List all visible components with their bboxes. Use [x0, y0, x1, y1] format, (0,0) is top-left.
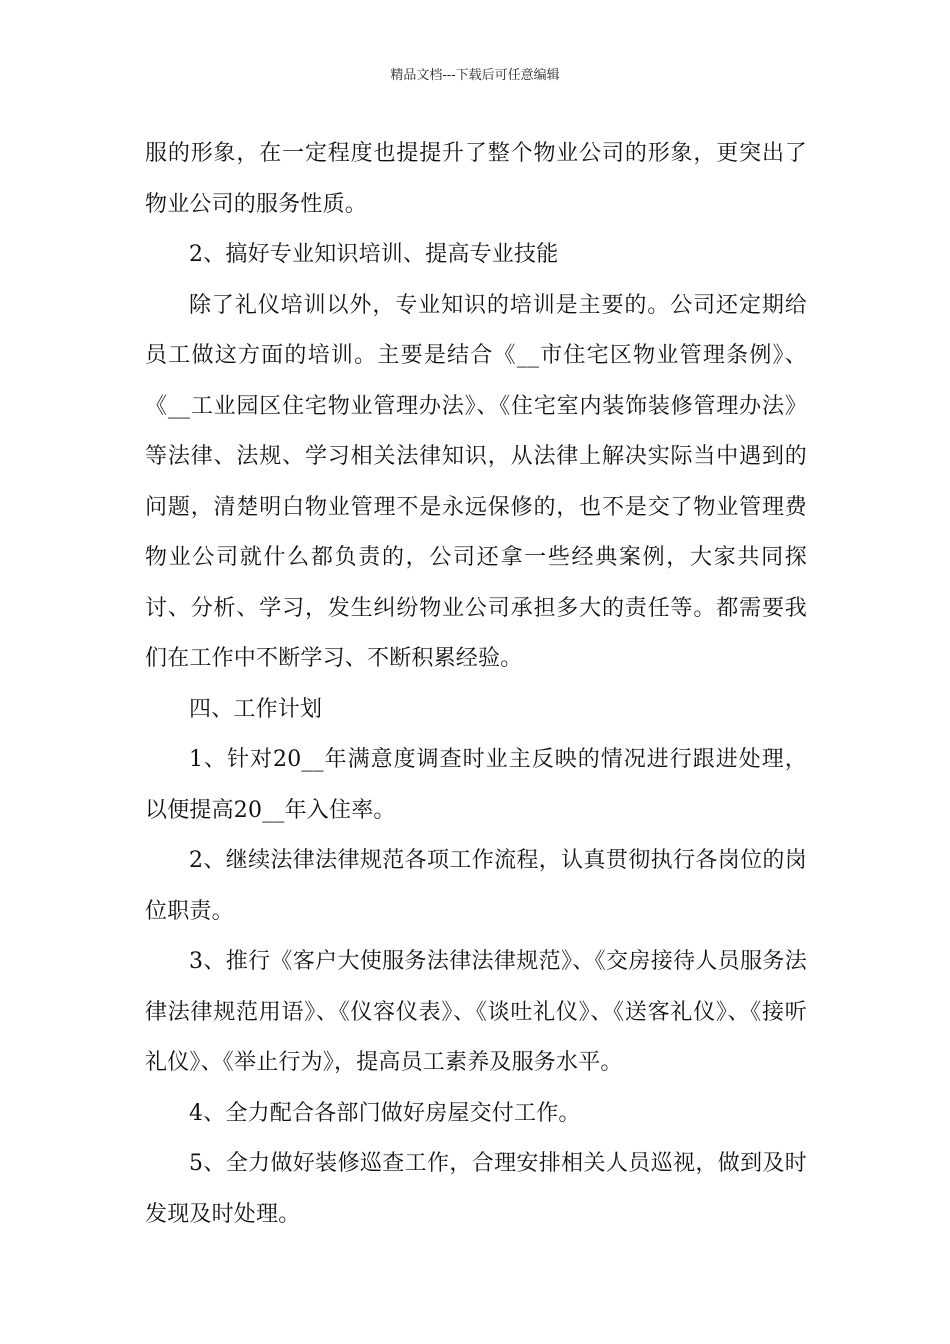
plan-item-4: 4、全力配合各部门做好房屋交付工作。 [189, 1100, 581, 1126]
plan-item-3: 3、推行《客户大使服务法律法律规范》、《交房接待人员服务法律法律规范用语》、《仪容仪表》、《谈吐礼仪》、《送客礼仪》、《接听礼仪》、《举止行为》，提高员工素养及服务水平。 [145, 949, 807, 1075]
plan-item-5: 5、全力做好装修巡查工作，合理安排相关人员巡视，做到及时发现及时处理。 [145, 1151, 807, 1227]
paragraph-heading-training: 2、搞好专业知识培训、提高专业技能 [189, 242, 559, 267]
plan-item-2: 2、继续法律法律规范各项工作流程，认真贯彻执行各岗位的岗位职责。 [145, 848, 807, 924]
document-body [145, 129, 807, 1240]
plan-item-1: 1、针对20__年满意度调查时业主反映的情况进行跟进处理，以便提高20__年入住率。 [145, 747, 807, 823]
paragraph-training-detail: 除了礼仪培训以外，专业知识的培训是主要的。公司还定期给员工做这方面的培训。主要是结合《__市住宅区物业管理条例》、《__工业园区住宅物业管理办法》、《住宅室内装饰装修管理办法》等法律、法规、学习相关法律知识，从法律上解决实际当中遇到的问题，清楚明白物业管理不是永远保修的，也不是交了物业管理费物业公司就什么都负责的，公司还拿一些经典案例，大家共同探讨、分析、学习，发生纠纷物业公司承担多大的责任等。都需要我们在工作中不断学习、不断积累经验。 [145, 292, 807, 671]
paragraph-service-image: 服的形象，在一定程度也提提升了整个物业公司的形象，更突出了物业公司的服务性质。 [145, 141, 807, 217]
page-header: 精品文档---下载后可任意编辑 [390, 68, 560, 83]
section-heading-work-plan: 四、工作计划 [189, 696, 323, 722]
